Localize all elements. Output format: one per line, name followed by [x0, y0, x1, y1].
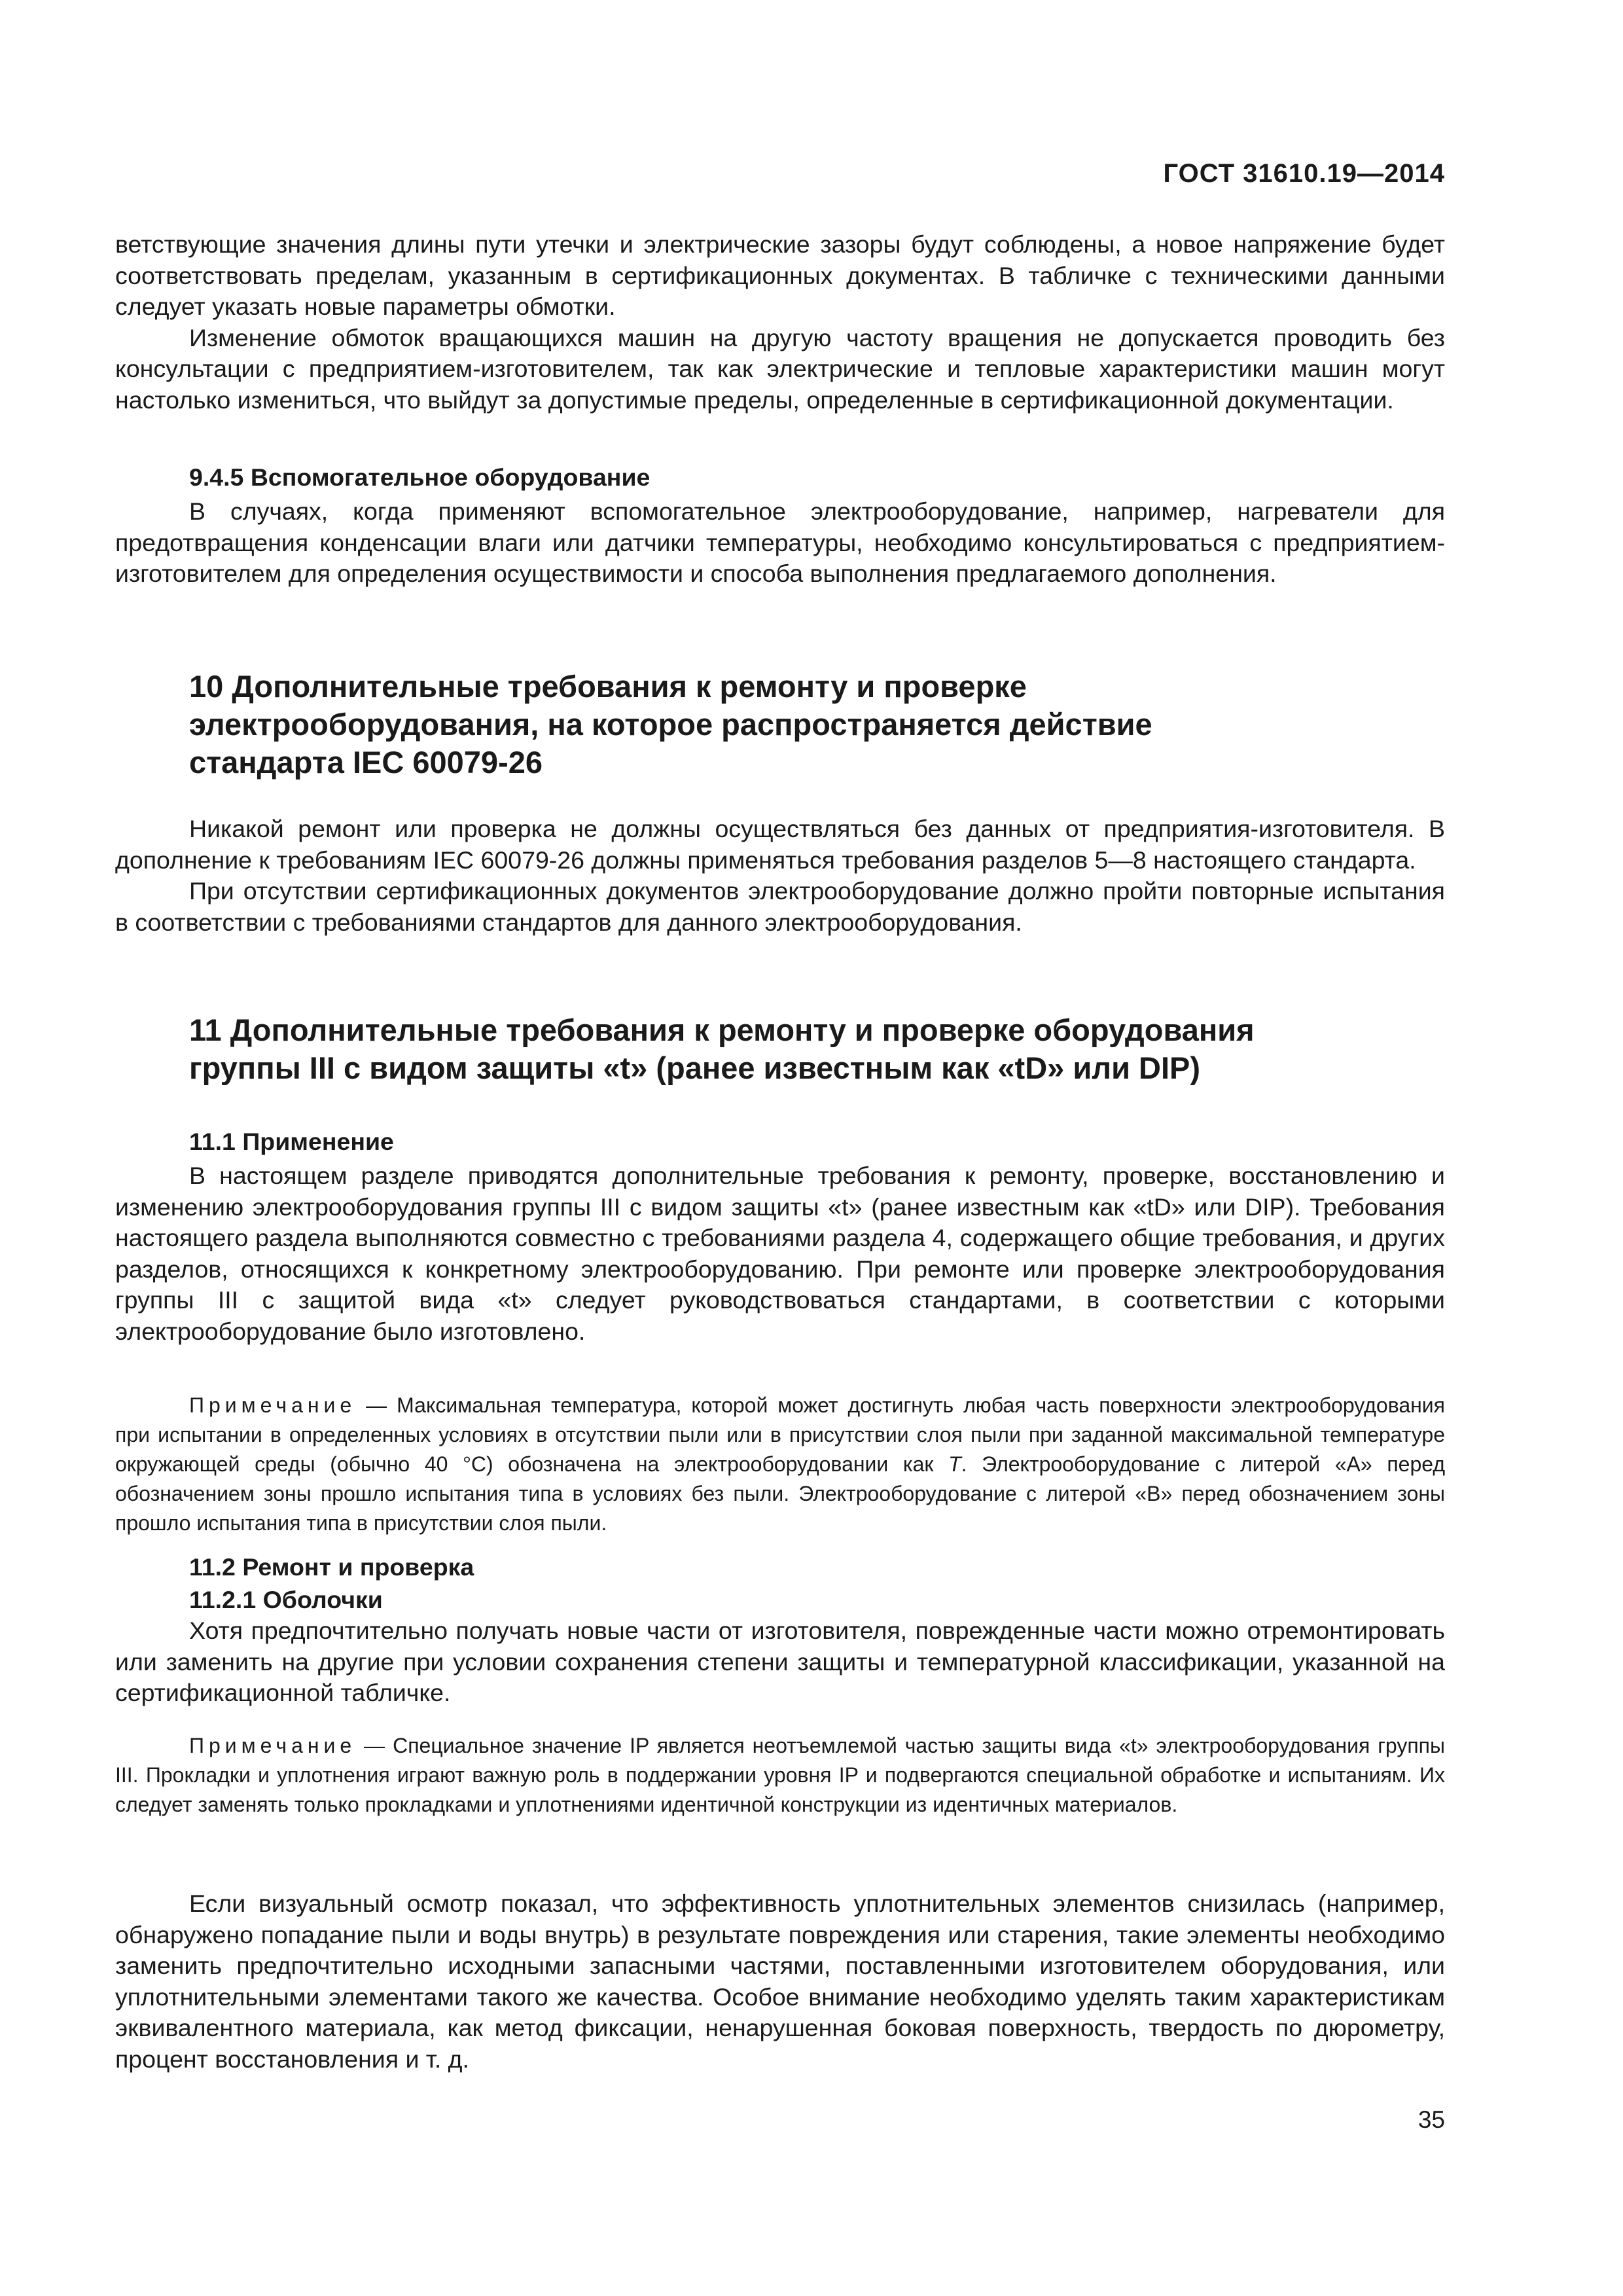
note-text: . Электрооборудование с литерой «А» перед обозначением зоны прошло испытания типа в условиях без пыли. Электрооборудование с литерой «В» перед обозначением зоны прошло испытания типа в присутствии слоя пыли. [115, 1452, 1446, 1535]
section-title-line: 11 Дополнительные требования к ремонту и проверке оборудования [189, 1013, 1255, 1047]
paragraph: При отсутствии сертификационных документов электрооборудование должно пройти повторные испытания в соответствии с требованиями стандартов для данного электрооборудования. [115, 877, 1445, 936]
section-title-line: стандарта IEC 60079-26 [189, 745, 543, 780]
section-heading: 11.2.1 Оболочки [189, 1586, 383, 1613]
section-heading: 11.1 Применение [189, 1128, 394, 1155]
section-title-line: 10 Дополнительные требования к ремонту и проверке [189, 669, 1027, 704]
continuation-block [115, 229, 1445, 416]
note-text: — Специальное значение IP является неотъемлемой частью защиты вида «t» электрооборудования группы III. Прокладки и уплотнения играют важную роль в поддержании уровня IP и подвергаются специальной обработке и испытаниям. Их следует заменять только прокладками и уплотнениями идентичной конструкции из идентичных материалов. [115, 1734, 1445, 1816]
paragraph: В случаях, когда применяют вспомогательное электрооборудование, например, нагреватели для предотвращения конденсации влаги или датчики температуры, необходимо консультироваться с предприятием-изготовителем для определения осуществимости и способа выполнения предлагаемого дополнения. [115, 497, 1445, 587]
page-number: 35 [1418, 2106, 1445, 2133]
paragraph: Хотя предпочтительно получать новые части от изготовителя, поврежденные части можно отремонтировать или заменить на другие при условии сохранения степени защиты и температурной классификации, указанной на сертификационной табличке. [115, 1617, 1445, 1706]
section-title-line: группы III с видом защиты «t» (ранее известным как «tD» или DIP) [189, 1050, 1201, 1085]
section-11-2 [115, 1551, 1445, 1709]
note-paragraph [115, 1731, 1445, 1820]
section-9-4-5 [115, 461, 1445, 590]
paragraph: Никакой ремонт или проверка не должны осуществляться без данных от предприятия-изготовителя. В дополнение к требованиям IEC 60079-26 должны применяться требования разделов 5—8 настоящего стандарта. [115, 815, 1445, 874]
note-1 [115, 1391, 1445, 1538]
symbol-T: Т [948, 1452, 961, 1476]
section-title [189, 1011, 1445, 1087]
paragraph: Если визуальный осмотр показал, что эффективность уплотнительных элементов снизилась (например, обнаружено попадание пыли и воды внутрь) в результате повреждения или старения, такие элементы необходимо заменить предпочтительно исходными запасными частями, поставленными изготовителем оборудования, или уплотнительными элементами такого же качества. Особое внимание необходимо уделять таким характеристикам эквивалентного материала, как метод фиксации, ненарушенная боковая поверхность, твердость по дюрометру, процент восстановления и т. д. [115, 1890, 1445, 2073]
note-text: — Максимальная температура, которой может достигнуть любая часть поверхности электрооборудования при испытании в определенных условиях в отсутствии пыли или в присутствии слоя пыли при заданной максимальной температуре окружающей среды (обычно 40 °С) обозначена на электрооборудовании как [115, 1393, 1445, 1476]
note-paragraph [115, 1391, 1445, 1538]
note-label: Примечание [189, 1734, 357, 1757]
section-heading: 11.2 Ремонт и проверка [189, 1553, 474, 1581]
note-2 [115, 1731, 1445, 1820]
section-title-line: электрооборудования, на которое распространяется действие [189, 707, 1152, 742]
paragraph: Изменение обмоток вращающихся машин на другую частоту вращения не допускается проводить без консультации с предприятием-изготовителем, так как электрические и тепловые характеристики машин могут настолько измениться, что выйдут за допустимые пределы, определенные в сертификационной документации. [115, 323, 1445, 414]
paragraph: В настоящем разделе приводятся дополнительные требования к ремонту, проверке, восстановлению и изменению электрооборудования группы III с видом защиты «t» (ранее известным как «tD» или DIP). Требования настоящего раздела выполняются совместно с требованиями раздела 4, содержащего общие требования, и других разделов, относящихся к конкретному электрооборудованию. При ремонте или проверке электрооборудования группы III с защитой вида «t» следует руководствоваться стандартами, в соответствии с которыми электрооборудование было изготовлено. [115, 1162, 1445, 1345]
standard-header: ГОСТ 31610.19—2014 [1163, 159, 1445, 188]
section-11 [115, 1011, 1445, 1087]
section-11-1 [115, 1126, 1445, 1347]
final-paragraph-block [115, 1888, 1445, 2075]
section-10 [115, 668, 1445, 938]
paragraph: ветствующие значения длины пути утечки и электрические зазоры будут соблюдены, а новое напряжение будет соответствовать пределам, указанным в сертификационных документах. В табличке с техническими данными следует указать новые параметры обмотки. [115, 230, 1445, 320]
note-label: Примечание [189, 1393, 357, 1417]
section-heading: 9.4.5 Вспомогательное оборудование [189, 463, 651, 491]
section-title [189, 668, 1445, 781]
